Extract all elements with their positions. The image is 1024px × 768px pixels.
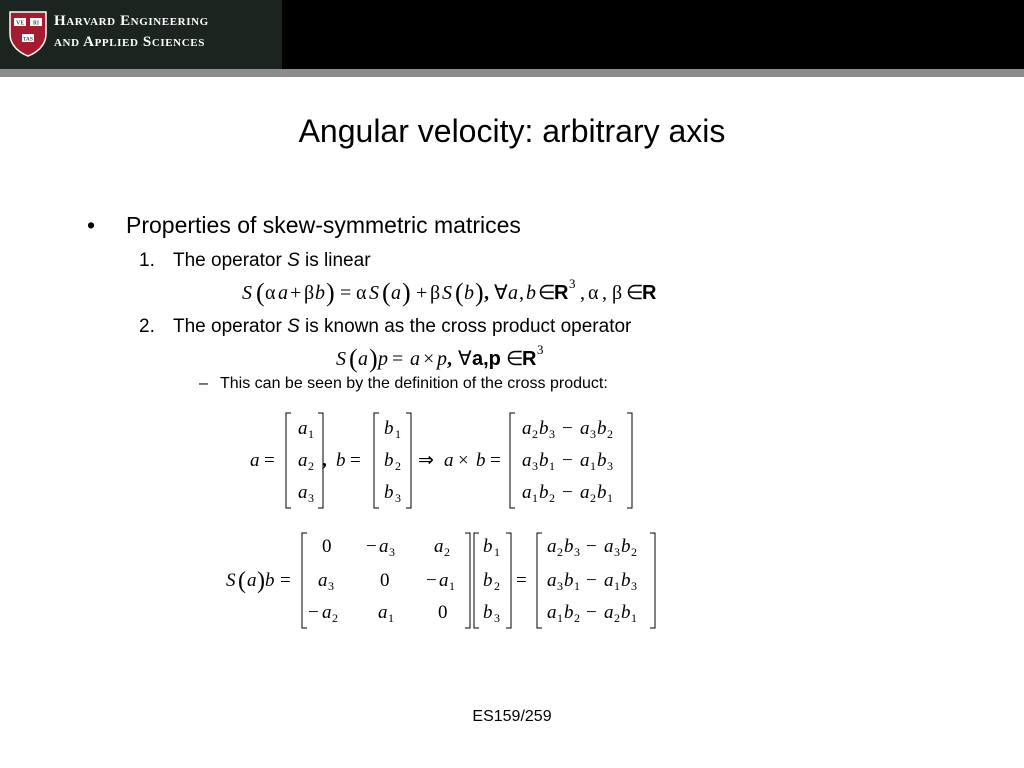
svg-text:∀: ∀ bbox=[458, 348, 472, 370]
svg-text:=: = bbox=[392, 348, 404, 370]
svg-text:b: b bbox=[384, 482, 394, 503]
svg-text:3: 3 bbox=[537, 342, 544, 357]
item-1-symbol: S bbox=[287, 250, 300, 271]
svg-text:α: α bbox=[356, 282, 367, 304]
svg-text:+: + bbox=[290, 282, 302, 304]
svg-text:a: a bbox=[358, 348, 368, 370]
svg-text:b: b bbox=[483, 602, 493, 623]
sub-bullet-dash: – bbox=[199, 375, 208, 392]
shield-book-2: RI bbox=[33, 20, 39, 27]
svg-text:=: = bbox=[350, 450, 361, 471]
svg-text:3: 3 bbox=[631, 579, 637, 593]
svg-text:a: a bbox=[604, 570, 614, 591]
item-1-text bbox=[173, 250, 371, 272]
svg-text:b: b bbox=[621, 536, 631, 557]
svg-text:a: a bbox=[580, 482, 590, 503]
svg-text:): ) bbox=[257, 568, 265, 594]
svg-text:): ) bbox=[326, 278, 335, 307]
svg-text:0: 0 bbox=[380, 570, 390, 591]
svg-text:b: b bbox=[564, 570, 574, 591]
school-name-line-1: Harvard Engineering bbox=[54, 13, 209, 29]
item-1-suffix: is linear bbox=[299, 250, 371, 271]
svg-text:): ) bbox=[475, 278, 484, 307]
svg-text:,: , bbox=[580, 282, 585, 304]
svg-text:a: a bbox=[522, 482, 532, 503]
svg-text:1: 1 bbox=[532, 491, 538, 505]
svg-text:−: − bbox=[586, 536, 597, 557]
item-2-suffix: is known as the cross product operator bbox=[299, 316, 632, 337]
svg-text:b: b bbox=[621, 602, 631, 623]
bullet-marker: • bbox=[87, 212, 96, 238]
svg-text:−: − bbox=[308, 602, 319, 623]
svg-text:S: S bbox=[226, 570, 236, 591]
item-2-text bbox=[173, 316, 631, 338]
svg-text:): ) bbox=[402, 278, 411, 307]
svg-text:3: 3 bbox=[308, 491, 314, 505]
svg-text:∀: ∀ bbox=[494, 282, 508, 304]
svg-text:b: b bbox=[597, 482, 607, 503]
svg-text:−: − bbox=[366, 536, 377, 557]
svg-text:−: − bbox=[562, 482, 573, 503]
svg-text:1: 1 bbox=[631, 611, 637, 625]
svg-text:3: 3 bbox=[494, 611, 500, 625]
svg-text:2: 2 bbox=[614, 611, 620, 625]
equation-linearity bbox=[230, 274, 700, 310]
svg-text:a: a bbox=[250, 450, 260, 471]
svg-text:b: b bbox=[526, 282, 536, 304]
svg-text:1: 1 bbox=[614, 579, 620, 593]
svg-text:2: 2 bbox=[631, 545, 637, 559]
equation-skew-matrix-product bbox=[222, 528, 662, 632]
shield-book-1: VE bbox=[16, 20, 24, 27]
svg-text:3: 3 bbox=[569, 276, 576, 291]
svg-text:a: a bbox=[247, 570, 257, 591]
svg-text:S: S bbox=[242, 282, 252, 304]
svg-text:2: 2 bbox=[607, 427, 613, 441]
svg-text:(: ( bbox=[455, 278, 464, 307]
equation-cross-product-definition bbox=[240, 408, 650, 512]
svg-text:α: α bbox=[588, 282, 599, 304]
svg-text:∈: ∈ bbox=[626, 282, 644, 304]
svg-text:p: p bbox=[437, 348, 447, 370]
svg-text:a: a bbox=[547, 570, 557, 591]
svg-text:,: , bbox=[484, 282, 489, 304]
slide-footer: ES159/259 bbox=[472, 708, 552, 725]
svg-text:a: a bbox=[522, 450, 532, 471]
item-2-prefix: The operator bbox=[173, 316, 288, 337]
svg-text:2: 2 bbox=[532, 427, 538, 441]
svg-text:b: b bbox=[539, 418, 549, 439]
svg-text:3: 3 bbox=[590, 427, 596, 441]
svg-text:∈: ∈ bbox=[506, 348, 524, 370]
svg-text:1: 1 bbox=[574, 579, 580, 593]
svg-text:a: a bbox=[379, 536, 389, 557]
bullet-text: Properties of skew-symmetric matrices bbox=[126, 212, 521, 238]
svg-text:S: S bbox=[369, 282, 379, 304]
svg-text:b: b bbox=[539, 450, 549, 471]
svg-text:−: − bbox=[586, 602, 597, 623]
svg-text:2: 2 bbox=[557, 545, 563, 559]
harvard-logo bbox=[0, 0, 282, 69]
shield-book-3: TAS bbox=[23, 36, 33, 43]
svg-text:1: 1 bbox=[395, 427, 401, 441]
svg-text:a: a bbox=[434, 536, 444, 557]
svg-text:2: 2 bbox=[308, 459, 314, 473]
header-divider bbox=[0, 69, 1024, 77]
svg-text:3: 3 bbox=[614, 545, 620, 559]
svg-text:2: 2 bbox=[574, 611, 580, 625]
svg-text:3: 3 bbox=[549, 427, 555, 441]
svg-text:a: a bbox=[298, 418, 308, 439]
svg-text:b: b bbox=[483, 536, 493, 557]
svg-text:=: = bbox=[264, 450, 275, 471]
svg-text:(: ( bbox=[256, 278, 265, 307]
slide-title: Angular velocity: arbitrary axis bbox=[298, 113, 726, 149]
svg-text:1: 1 bbox=[590, 459, 596, 473]
svg-text:a: a bbox=[547, 602, 557, 623]
svg-text:(: ( bbox=[349, 344, 358, 373]
svg-text:a: a bbox=[444, 450, 454, 471]
svg-text:0: 0 bbox=[438, 602, 448, 623]
svg-text:3: 3 bbox=[557, 579, 563, 593]
svg-text:(: ( bbox=[238, 568, 246, 594]
harvard-shield-icon bbox=[8, 10, 48, 57]
svg-text:2: 2 bbox=[395, 459, 401, 473]
school-name-line-2: and Applied Sciences bbox=[54, 34, 205, 50]
svg-text:a: a bbox=[391, 282, 401, 304]
svg-text:1: 1 bbox=[607, 491, 613, 505]
svg-text:β: β bbox=[612, 282, 623, 304]
svg-text:1: 1 bbox=[449, 579, 455, 593]
svg-text:2: 2 bbox=[444, 545, 450, 559]
svg-text:b: b bbox=[464, 282, 474, 304]
svg-text:a: a bbox=[298, 482, 308, 503]
svg-text:b: b bbox=[315, 282, 325, 304]
equation-cross-product-operator bbox=[330, 342, 570, 374]
svg-text:=: = bbox=[280, 570, 291, 591]
svg-text:,: , bbox=[322, 450, 327, 471]
svg-text:a: a bbox=[547, 536, 557, 557]
svg-text:b: b bbox=[384, 450, 394, 471]
svg-text:S: S bbox=[442, 282, 452, 304]
svg-text:3: 3 bbox=[607, 459, 613, 473]
svg-text:1: 1 bbox=[308, 427, 314, 441]
item-1-prefix: The operator bbox=[173, 250, 288, 271]
svg-text:1: 1 bbox=[557, 611, 563, 625]
svg-text:a: a bbox=[604, 602, 614, 623]
svg-text:2: 2 bbox=[332, 611, 338, 625]
svg-text:a: a bbox=[580, 450, 590, 471]
svg-text:b: b bbox=[621, 570, 631, 591]
svg-text:2: 2 bbox=[494, 579, 500, 593]
item-2-number: 2. bbox=[139, 316, 155, 337]
svg-text:−: − bbox=[426, 570, 437, 591]
svg-text:b: b bbox=[564, 536, 574, 557]
svg-text:3: 3 bbox=[532, 459, 538, 473]
svg-text:α: α bbox=[265, 282, 276, 304]
svg-text:3: 3 bbox=[328, 579, 334, 593]
svg-text:): ) bbox=[369, 344, 378, 373]
svg-text:R: R bbox=[522, 348, 537, 370]
svg-text:a: a bbox=[378, 602, 388, 623]
svg-text:a: a bbox=[318, 570, 328, 591]
item-2-symbol: S bbox=[287, 316, 300, 337]
svg-text:S: S bbox=[336, 348, 346, 370]
school-name bbox=[54, 11, 209, 53]
svg-text:=: = bbox=[340, 282, 352, 304]
svg-text:(: ( bbox=[382, 278, 391, 307]
svg-text:b: b bbox=[597, 418, 607, 439]
svg-text:3: 3 bbox=[574, 545, 580, 559]
svg-text:2: 2 bbox=[549, 491, 555, 505]
header-bar bbox=[0, 0, 1024, 69]
svg-text:b: b bbox=[564, 602, 574, 623]
svg-text:,: , bbox=[447, 348, 452, 370]
svg-text:1: 1 bbox=[549, 459, 555, 473]
svg-text:a: a bbox=[604, 536, 614, 557]
sub-bullet-text: This can be seen by the definition of the cross product: bbox=[220, 375, 608, 392]
svg-text:b: b bbox=[483, 570, 493, 591]
svg-text:p: p bbox=[378, 348, 388, 370]
item-1-number: 1. bbox=[139, 250, 155, 271]
svg-text:3: 3 bbox=[389, 545, 395, 559]
svg-text:a: a bbox=[522, 418, 532, 439]
svg-text:b: b bbox=[597, 450, 607, 471]
svg-text:b: b bbox=[384, 418, 394, 439]
svg-text:a: a bbox=[322, 602, 332, 623]
svg-text:=: = bbox=[516, 570, 527, 591]
svg-text:3: 3 bbox=[395, 491, 401, 505]
svg-text:b: b bbox=[265, 570, 275, 591]
svg-text:a,p: a,p bbox=[472, 348, 501, 370]
svg-text:∈: ∈ bbox=[538, 282, 556, 304]
svg-text:a: a bbox=[508, 282, 518, 304]
svg-text:0: 0 bbox=[322, 536, 332, 557]
svg-text:,: , bbox=[602, 282, 607, 304]
svg-text:β: β bbox=[304, 282, 315, 304]
svg-text:2: 2 bbox=[590, 491, 596, 505]
svg-text:1: 1 bbox=[494, 545, 500, 559]
svg-text:b: b bbox=[476, 450, 486, 471]
svg-text:×: × bbox=[423, 348, 435, 370]
svg-text:a: a bbox=[580, 418, 590, 439]
svg-text:−: − bbox=[562, 418, 573, 439]
svg-text:=: = bbox=[490, 450, 501, 471]
svg-text:×: × bbox=[458, 450, 469, 471]
svg-text:β: β bbox=[430, 282, 441, 304]
svg-text:1: 1 bbox=[388, 611, 394, 625]
svg-text:b: b bbox=[336, 450, 346, 471]
svg-text:a: a bbox=[439, 570, 449, 591]
svg-text:−: − bbox=[562, 450, 573, 471]
svg-text:⇒: ⇒ bbox=[418, 450, 434, 471]
svg-text:a: a bbox=[298, 450, 308, 471]
svg-text:a: a bbox=[410, 348, 420, 370]
svg-text:−: − bbox=[586, 570, 597, 591]
svg-text:b: b bbox=[539, 482, 549, 503]
svg-text:a: a bbox=[278, 282, 288, 304]
svg-text:+: + bbox=[416, 282, 428, 304]
svg-text:,: , bbox=[519, 282, 524, 304]
svg-text:R: R bbox=[642, 282, 657, 304]
svg-text:R: R bbox=[554, 282, 569, 304]
